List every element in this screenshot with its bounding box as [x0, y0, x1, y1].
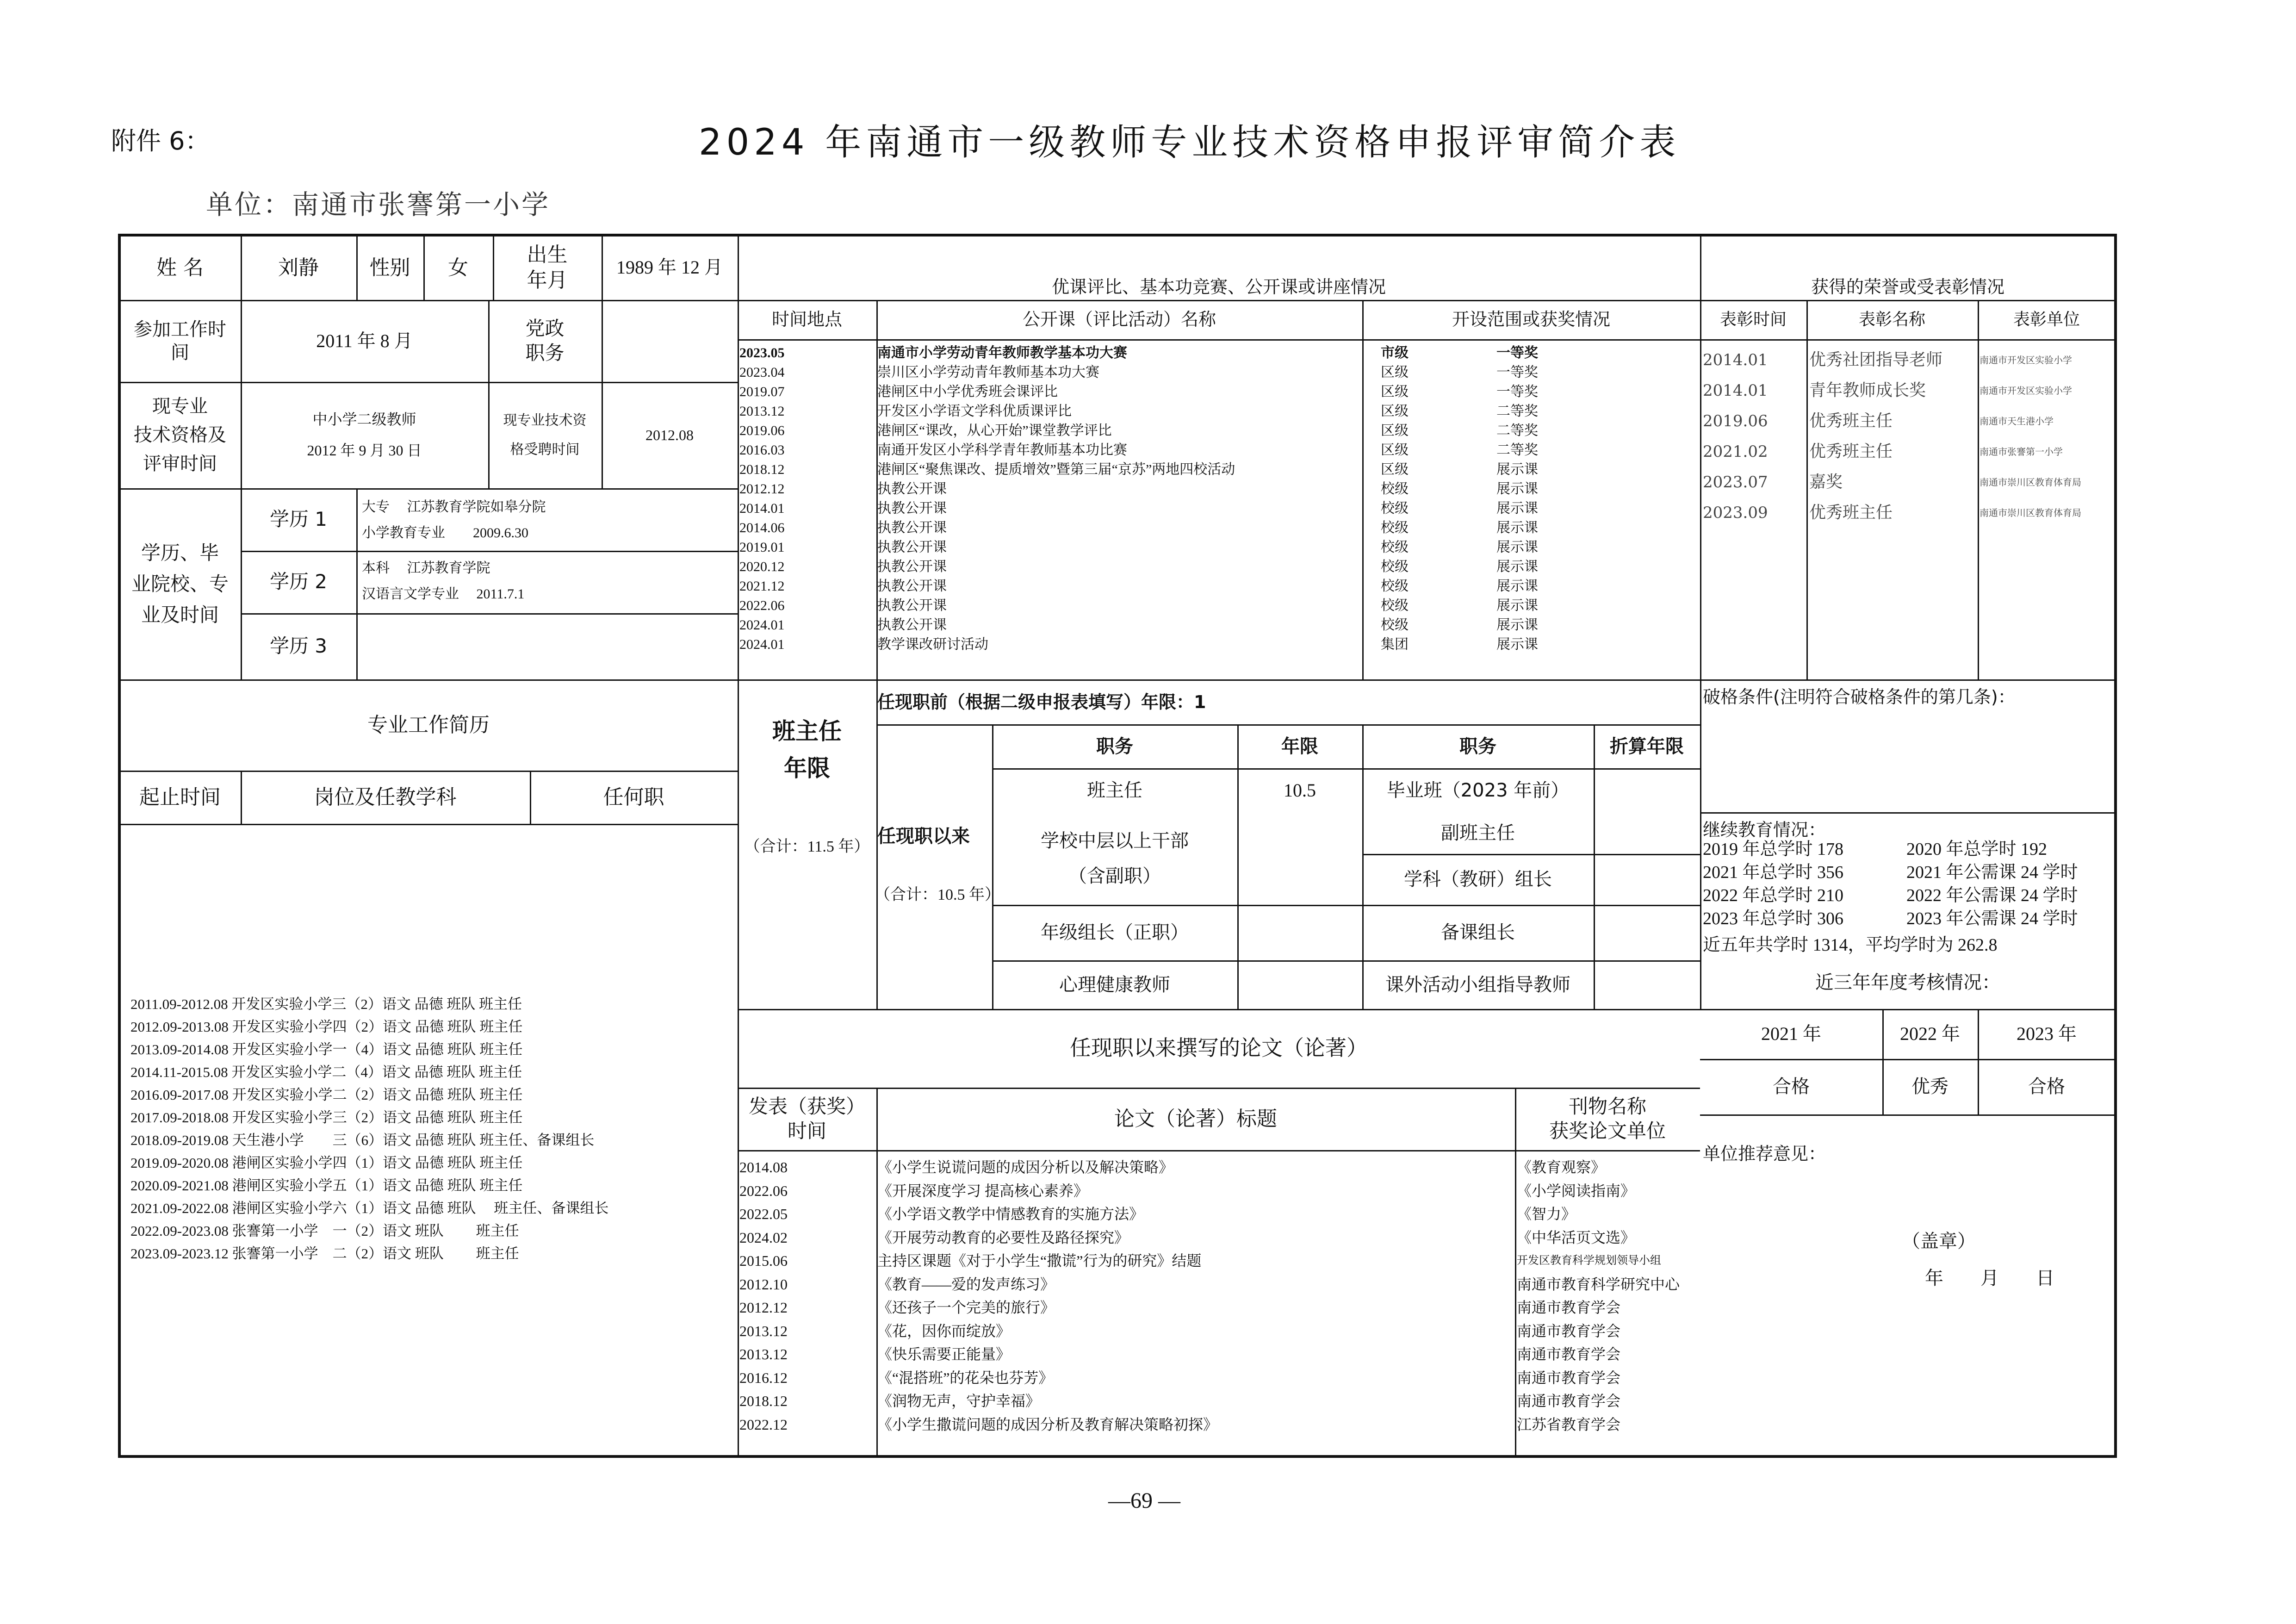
lesson-time: 2021.12: [739, 579, 785, 594]
honor-unit: 南通市开发区实验小学: [1980, 385, 2072, 396]
honors-list: [1700, 345, 2116, 528]
paper-time: 2024.02: [739, 1229, 788, 1246]
lesson-name: 教学课改研讨活动: [877, 637, 988, 652]
edu1-label: 学历 1: [269, 508, 328, 531]
career-list: [130, 993, 608, 1265]
paper-publication: 南通市教育科学研究中心: [1517, 1276, 1680, 1293]
lessons-name-list: [877, 343, 1235, 654]
lesson-scope: 校级: [1381, 598, 1409, 613]
assessment-year-2: 2022 年: [1900, 1023, 1960, 1044]
paper-publication: 南通市教育学会: [1517, 1299, 1621, 1316]
edu3-label: 学历 3: [269, 635, 328, 658]
ht-r1-duty: 班主任: [1087, 779, 1142, 801]
seal-label: （盖章）: [1902, 1231, 1976, 1252]
lesson-award: 展示课: [1496, 501, 1538, 516]
lesson-award: 展示课: [1496, 637, 1538, 652]
lesson-award: 展示课: [1496, 540, 1538, 555]
lesson-award: 展示课: [1496, 617, 1538, 633]
head-teacher-total: （合计：11.5 年）: [744, 838, 870, 855]
lesson-name: 南通开发区小学科学青年教师基本功比赛: [877, 442, 1127, 458]
ht-col-conv: 折算年限: [1610, 735, 1684, 757]
qualification-label-line3: 评审时间: [143, 453, 217, 474]
ht-col-years: 年限: [1281, 735, 1318, 757]
lesson-award: 二等奖: [1496, 442, 1538, 458]
ht-r3-duty: 年级组长（正职）: [1041, 922, 1189, 943]
lesson-award: 二等奖: [1496, 423, 1538, 438]
lesson-name: 执教公开课: [877, 520, 947, 535]
honor-time: 2014.01: [1703, 351, 1768, 369]
paper-publication: 《小学阅读指南》: [1517, 1182, 1636, 1199]
papers-col-time-line2: 时间: [787, 1119, 826, 1142]
lesson-scope: 区级: [1381, 462, 1409, 477]
papers-col-pub: [1515, 1088, 1700, 1150]
qualification-date: 2012 年 9 月 30 日: [307, 442, 422, 459]
honor-time: 2014.01: [1703, 381, 1768, 400]
honor-row: [1700, 406, 2116, 436]
education-label-line3: 业及时间: [141, 604, 219, 627]
continuing-hours: 2021 年总学时 356: [1703, 863, 1844, 882]
honor-name: 优秀班主任: [1809, 503, 1893, 522]
ht-r1-conv: [1594, 768, 1700, 812]
paper-time: 2016.12: [739, 1369, 788, 1386]
ht-r3-duty2: 备课组长: [1441, 922, 1515, 943]
head-teacher-since-total: （合计：10.5 年）: [875, 886, 1000, 903]
ht-r4-duty: 心理健康教师: [1059, 974, 1170, 996]
lesson-name: 南通市小学劳动青年教师教学基本功大赛: [877, 345, 1127, 361]
edu2-line2: 汉语言文学专业 2011.7.1: [362, 586, 525, 602]
ht-r2b-duty2: 学科（教研）组长: [1404, 869, 1552, 890]
career-row: 2020.09-2021.08 港闸区实验小学五（1）语文 品德 班队 班主任: [130, 1177, 523, 1194]
lesson-scope: 校级: [1381, 559, 1409, 574]
papers-col-title: 论文（论著）标题: [1114, 1107, 1277, 1131]
honor-time: 2021.02: [1703, 442, 1768, 461]
lesson-scope: 校级: [1381, 481, 1409, 497]
gender-value: 女: [448, 255, 468, 280]
career-row: 2019.09-2020.08 港闸区实验小学四（1）语文 品德 班队 班主任: [130, 1155, 523, 1171]
gender-label: 性别: [369, 255, 410, 280]
papers-col-time-line1: 发表（获奖）: [748, 1095, 865, 1118]
lesson-scope: 校级: [1381, 579, 1409, 594]
honor-row: [1700, 498, 2116, 528]
continuing-heading: 继续教育情况：: [1703, 820, 1826, 840]
career-row: 2014.11-2015.08 开发区实验小学二（4）语文 品德 班队 班主任: [130, 1064, 522, 1080]
ht-r2-years: [1237, 812, 1362, 905]
continuing-row: [1703, 884, 2110, 907]
career-row: 2022.09-2023.08 张謇第一小学 一（2）语文 班队 班主任: [130, 1223, 519, 1239]
lesson-award: 二等奖: [1496, 404, 1538, 419]
head-teacher-since-label: 任现职以来: [877, 826, 970, 847]
ht-r4-duty2: 课外活动小组指导教师: [1385, 974, 1570, 996]
party-label-line1: 党政: [525, 317, 565, 340]
lesson-name: 港闸区中小学优秀班会课评比: [877, 384, 1058, 399]
lesson-award: 展示课: [1496, 520, 1538, 535]
break-rule-label: 破格条件(注明符合破格条件的第几条)：: [1703, 687, 2016, 707]
birth-label-line2: 年月: [527, 268, 568, 292]
honors-heading: 获得的荣誉或受表彰情况: [1811, 276, 2004, 297]
paper-publication: 南通市教育学会: [1517, 1369, 1621, 1386]
honor-name: 嘉奖: [1809, 473, 1843, 492]
qualification-label-line1: 现专业: [152, 396, 208, 417]
continuing-public: 2021 年公需课 24 学时: [1906, 863, 2078, 882]
paper-publication: 南通市教育学会: [1517, 1346, 1621, 1363]
attachment-label: 附件 6：: [111, 126, 210, 156]
honor-unit: 南通市天生港小学: [1980, 416, 2054, 427]
lesson-name: 执教公开课: [877, 540, 947, 555]
paper-time: 2018.12: [739, 1393, 788, 1409]
edu2-label: 学历 2: [269, 570, 328, 593]
lesson-time: 2012.12: [739, 481, 785, 497]
edu2-line1: 本科 江苏教育学院: [362, 560, 490, 576]
career-row: 2011.09-2012.08 开发区实验小学三（2）语文 品德 班队 班主任: [130, 996, 522, 1012]
honor-row: [1700, 436, 2116, 467]
ht-r1-years: 10.5: [1284, 779, 1316, 801]
lesson-scope: 集团: [1381, 637, 1409, 652]
edu1-line1: 大专 江苏教育学院如皋分院: [362, 499, 546, 515]
honor-name: 优秀班主任: [1809, 411, 1893, 430]
paper-title: 《花，因你而绽放》: [877, 1322, 1011, 1339]
paper-time: 2022.12: [739, 1416, 788, 1433]
qualification-label: [119, 382, 241, 488]
head-teacher-title: [738, 703, 876, 796]
lesson-scope: 市级: [1381, 345, 1409, 361]
education-label-line2: 业院校、专: [131, 572, 229, 595]
career-row: 2016.09-2017.08 开发区实验小学二（2）语文 品德 班队 班主任: [130, 1087, 523, 1103]
ht-r2-duty-line1: 学校中层以上干部: [1041, 830, 1189, 852]
lesson-name: 开发区小学语文学科优质课评比: [877, 404, 1072, 419]
lesson-award: 一等奖: [1496, 345, 1538, 361]
lessons-col-name: 公开课（评比活动）名称: [1022, 309, 1216, 330]
lesson-award: 展示课: [1496, 559, 1538, 574]
lessons-award-list: [1496, 343, 1538, 654]
name-label: 姓 名: [156, 255, 204, 280]
lessons-col-scope: 开设范围或获奖情况: [1452, 309, 1610, 330]
honors-col-time: 表彰时间: [1719, 310, 1787, 329]
lesson-time: 2019.06: [739, 423, 785, 438]
papers-col-pub-line2: 获奖论文单位: [1549, 1119, 1666, 1142]
papers-time-list: [739, 1156, 788, 1436]
paper-time: 2013.12: [739, 1346, 788, 1363]
lesson-scope: 校级: [1381, 617, 1409, 633]
career-row: 2013.09-2014.08 开发区实验小学一（4）语文 品德 班队 班主任: [130, 1041, 523, 1058]
party-label: [488, 300, 602, 382]
paper-publication: 开发区教育科学规划领导小组: [1517, 1255, 1661, 1267]
date-label: 年 月 日: [1925, 1268, 2054, 1289]
edu1-line2: 小学教育专业 2009.6.30: [362, 525, 528, 541]
paper-publication: 《教育观察》: [1517, 1159, 1606, 1176]
assessment-result-2: 优秀: [1911, 1076, 1948, 1097]
paper-title: 《小学语文教学中情感教育的实施方法》: [877, 1206, 1144, 1222]
assessment-result-3: 合格: [2028, 1076, 2065, 1097]
ht-r3-years: [1237, 905, 1362, 960]
birth-value: 1989 年 12 月: [616, 257, 723, 278]
party-label-line2: 职务: [525, 341, 565, 364]
recommend-heading: 单位推荐意见：: [1703, 1144, 1826, 1164]
paper-time: 2014.08: [739, 1159, 788, 1176]
ht-r2-duty: [992, 812, 1237, 905]
lesson-scope: 区级: [1381, 404, 1409, 419]
lesson-name: 执教公开课: [877, 579, 947, 594]
continuing-public: 2023 年公需课 24 学时: [1906, 909, 2078, 928]
continuing-summary: 近五年共学时 1314，平均学时为 262.8: [1703, 935, 1998, 955]
lessons-time-list: [739, 343, 785, 654]
career-heading: 专业工作简历: [367, 713, 490, 737]
lesson-time: 2014.01: [739, 501, 785, 516]
paper-title: 《小学生撒谎问题的成因分析及教育解决策略初探》: [877, 1416, 1218, 1433]
honor-name: 青年教师成长奖: [1809, 381, 1926, 400]
continuing-row: [1703, 838, 2110, 861]
ht-r2a-duty2: 副班主任: [1441, 822, 1515, 844]
ht-r1-duty2: 毕业班（2023 年前）: [1386, 779, 1570, 801]
lesson-award: 展示课: [1496, 579, 1538, 594]
honor-unit: 南通市张謇第一小学: [1980, 446, 2063, 457]
lesson-time: 2019.07: [739, 384, 785, 399]
career-col-role: 任何职: [603, 785, 664, 809]
papers-pub-list: [1517, 1156, 1680, 1436]
lesson-time: 2016.03: [739, 442, 785, 458]
lesson-award: 展示课: [1496, 481, 1538, 497]
hire-label: [488, 382, 602, 488]
paper-title: 《开展劳动教育的必要性及路径探究》: [877, 1229, 1129, 1246]
lessons-col-time: 时间地点: [771, 309, 842, 330]
lesson-time: 2024.01: [739, 617, 785, 633]
assessment-heading: 近三年年度考核情况：: [1815, 971, 2000, 993]
continuing-hours: 2019 年总学时 178: [1703, 840, 1844, 859]
paper-time: 2012.10: [739, 1276, 788, 1293]
lesson-scope: 校级: [1381, 540, 1409, 555]
lesson-name: 港闸区“聚焦课改、提质增效”暨第三届“京苏”两地四校活动: [877, 462, 1235, 477]
honor-row: [1700, 467, 2116, 498]
lessons-heading: 优课评比、基本功竞赛、公开课或讲座情况: [1051, 276, 1386, 297]
honor-name: 优秀班主任: [1809, 442, 1893, 461]
paper-title: 《开展深度学习 提高核心素养》: [877, 1182, 1089, 1199]
head-teacher-title-line2: 年限: [784, 755, 830, 782]
lesson-scope: 区级: [1381, 423, 1409, 438]
edu3-value: [356, 613, 738, 679]
lesson-award: 一等奖: [1496, 384, 1538, 399]
honors-col-unit: 表彰单位: [2013, 310, 2080, 329]
lesson-scope: 区级: [1381, 365, 1409, 380]
ht-col-duty2: 职务: [1459, 735, 1496, 757]
lesson-time: 2018.12: [739, 462, 785, 477]
honor-time: 2019.06: [1703, 412, 1768, 430]
head-teacher-before: 任现职前（根据二级申报表填写）年限：1: [877, 692, 1206, 712]
work-start-label-line1: 参加工作时: [134, 318, 226, 340]
honor-time: 2023.09: [1703, 504, 1768, 522]
lesson-scope: 区级: [1381, 442, 1409, 458]
career-col-post: 岗位及任教学科: [314, 785, 457, 809]
lesson-name: 执教公开课: [877, 617, 947, 633]
paper-time: 2022.05: [739, 1206, 788, 1222]
papers-title-list: [877, 1156, 1218, 1436]
head-teacher-title-line1: 班主任: [772, 718, 842, 745]
lesson-time: 2020.12: [739, 559, 785, 574]
paper-publication: 《中华活页文选》: [1517, 1229, 1636, 1246]
lesson-award: 展示课: [1496, 598, 1538, 613]
lesson-name: 崇川区小学劳动青年教师基本功大赛: [877, 365, 1099, 380]
paper-time: 2015.06: [739, 1252, 788, 1269]
lesson-name: 执教公开课: [877, 481, 947, 497]
birth-label-line1: 出生: [527, 243, 568, 267]
qualification-title: 中小学二级教师: [312, 411, 416, 428]
qualification-label-line2: 技术资格及: [134, 424, 226, 446]
continuing-row: [1703, 907, 2110, 930]
paper-publication: 《智力》: [1517, 1206, 1576, 1222]
honor-unit: 南通市开发区实验小学: [1980, 355, 2072, 366]
honor-time: 2023.07: [1703, 473, 1768, 492]
lesson-scope: 校级: [1381, 501, 1409, 516]
page-number: —69 —: [1108, 1488, 1180, 1513]
continuing-public: 2022 年公需课 24 学时: [1906, 886, 2078, 905]
career-row: 2018.09-2019.08 天生港小学 三（6）语文 品德 班队 班主任、备课组长: [130, 1132, 595, 1148]
lesson-name: 执教公开课: [877, 598, 947, 613]
honors-col-name: 表彰名称: [1858, 310, 1925, 329]
lesson-time: 2024.01: [739, 637, 785, 652]
continuing-hours: 2022 年总学时 210: [1703, 886, 1844, 905]
lessons-scope-list: [1381, 343, 1409, 654]
papers-col-time: [738, 1088, 876, 1150]
assessment-result-1: 合格: [1773, 1076, 1810, 1097]
paper-title: 《润物无声，守护幸福》: [877, 1393, 1041, 1409]
education-label-line1: 学历、毕: [141, 541, 219, 564]
paper-publication: 南通市教育学会: [1517, 1393, 1621, 1409]
hire-value: 2012.08: [645, 427, 694, 443]
page-title: 2024 年南通市一级教师专业技术资格申报评审简介表: [699, 122, 1681, 163]
name-value: 刘静: [278, 255, 319, 280]
lesson-time: 2022.06: [739, 598, 785, 613]
honor-unit: 南通市崇川区教育体育局: [1980, 477, 2081, 488]
ht-col-duty: 职务: [1096, 735, 1133, 757]
honor-row: [1700, 345, 2116, 375]
lesson-award: 一等奖: [1496, 365, 1538, 380]
career-row: 2017.09-2018.08 开发区实验小学三（2）语文 品德 班队 班主任: [130, 1109, 523, 1126]
education-label: [119, 488, 241, 679]
lesson-time: 2013.12: [739, 404, 785, 419]
continuing-list: [1703, 838, 2110, 930]
honor-unit: 南通市崇川区教育体育局: [1980, 507, 2081, 518]
paper-title: 《教育——爱的发声练习》: [877, 1276, 1055, 1293]
assessment-year-1: 2021 年: [1761, 1023, 1821, 1044]
papers-heading: 任现职以来撰写的论文（论著）: [1070, 1035, 1368, 1061]
lesson-name: 执教公开课: [877, 501, 947, 516]
hire-label-line1: 现专业技术资: [503, 413, 587, 428]
ht-r4-years: [1237, 960, 1362, 1009]
paper-time: 2013.12: [739, 1322, 788, 1339]
paper-publication: 江苏省教育学会: [1517, 1416, 1621, 1433]
lesson-time: 2019.01: [739, 540, 785, 555]
paper-time: 2012.12: [739, 1299, 788, 1316]
paper-title: 《“混搭班”的花朵也芬芳》: [877, 1369, 1054, 1386]
lesson-time: 2023.04: [739, 365, 785, 380]
papers-col-pub-line1: 刊物名称: [1568, 1095, 1646, 1118]
lesson-scope: 区级: [1381, 384, 1409, 399]
continuing-row: [1703, 861, 2110, 884]
work-start-value: 2011 年 8 月: [316, 330, 413, 351]
party-value: [602, 300, 738, 382]
paper-title: 《还孩子一个完美的旅行》: [877, 1299, 1055, 1316]
edu2-value: [362, 555, 524, 607]
work-start-label: [119, 300, 241, 382]
career-col-period: 起止时间: [139, 785, 221, 809]
continuing-hours: 2023 年总学时 306: [1703, 909, 1844, 928]
qualification-value: [241, 382, 488, 488]
birth-label: [493, 235, 602, 300]
lesson-name: 执教公开课: [877, 559, 947, 574]
work-start-label-line2: 间: [171, 342, 189, 363]
continuing-public: 2020 年总学时 192: [1906, 840, 2048, 859]
unit-name: 单位：南通市张謇第一小学: [206, 189, 551, 220]
career-row: 2021.09-2022.08 港闸区实验小学六（1）语文 品德 班队 班主任、备课组长: [130, 1200, 609, 1216]
lesson-time: 2014.06: [739, 520, 785, 535]
paper-title: 《快乐需要正能量》: [877, 1346, 1011, 1363]
honor-name: 优秀社团指导老师: [1809, 350, 1943, 369]
assessment-year-3: 2023 年: [2017, 1023, 2077, 1044]
paper-title: 《小学生说谎问题的成因分析以及解决策略》: [877, 1159, 1174, 1176]
honor-row: [1700, 375, 2116, 406]
career-row: 2023.09-2023.12 张謇第一小学 二（2）语文 班队 班主任: [130, 1245, 519, 1262]
paper-publication: 南通市教育学会: [1517, 1322, 1621, 1339]
hire-label-line2: 格受聘时间: [510, 442, 580, 457]
edu1-value: [362, 494, 546, 546]
career-row: 2012.09-2013.08 开发区实验小学四（2）语文 品德 班队 班主任: [130, 1019, 523, 1035]
lesson-name: 港闸区“课改，从心开始”课堂教学评比: [877, 423, 1112, 438]
paper-title: 主持区课题《对于小学生“撒谎”行为的研究》结题: [877, 1252, 1202, 1269]
lesson-time: 2023.05: [739, 345, 785, 361]
paper-time: 2022.06: [739, 1182, 788, 1199]
lesson-scope: 校级: [1381, 520, 1409, 535]
ht-r2-duty-line2: （含副职）: [1068, 865, 1161, 887]
lesson-award: 展示课: [1496, 462, 1538, 477]
